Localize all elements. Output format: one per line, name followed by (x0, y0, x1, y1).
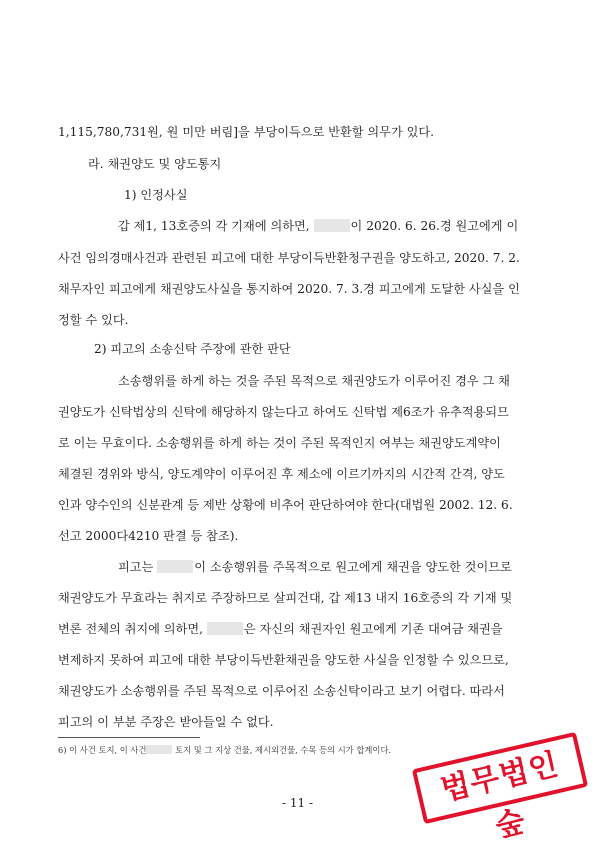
line-text: 이 2020. 6. 26.경 원고에게 이 (350, 219, 519, 233)
subsection-heading (124, 188, 187, 202)
text-line (58, 436, 501, 450)
line-text: 채권양도가 무효라는 취지로 주장하므로 살피건대, 갑 제13 내지 16호증의 각 기재 및 (58, 591, 513, 605)
line-text: 인과 양수인의 신분관계 등 제반 상황에 비추어 판단하여야 한다(대법원 2002. 12. 6. (58, 498, 513, 512)
law-firm-stamp: 법무법인 숲 (412, 732, 588, 824)
footnote-text: 토지 및 그 지상 건물, 제시외건물, 수목 등의 시가 합계이다. (172, 745, 392, 755)
text-line (58, 498, 513, 512)
line-text: 1) 인정사실 (124, 188, 188, 202)
text-line (58, 529, 238, 543)
text-line (58, 653, 509, 667)
line-text: 라. 채권양도 및 양도통지 (88, 157, 222, 171)
redaction-box (314, 219, 350, 232)
line-text: 피고는 (118, 560, 158, 574)
line-text: 2) 피고의 소송신탁 주장에 관한 판단 (94, 342, 291, 356)
text-line (58, 467, 505, 481)
redaction-box (207, 622, 243, 635)
line-text: 은 자신의 채권자인 원고에게 기존 대여금 채권을 (243, 622, 503, 636)
page-number: - 11 - (281, 796, 313, 810)
footnote (58, 744, 391, 756)
line-text: 로 이는 무효이다. 소송행위를 하게 하는 것이 주된 목적인지 여부는 채권양도계약이 (58, 436, 501, 450)
line-text: 피고의 이 부분 주장은 받아들일 수 없다. (58, 715, 274, 729)
line-text: 1,115,780,731원, 원 미만 버림]을 부당이득으로 반환할 의무가 있다. (58, 125, 435, 139)
line-text: 채권양도가 소송행위를 주된 목적으로 이루어진 소송신탁이라고 보기 어렵다. 따라서 (58, 684, 505, 698)
text-line (58, 715, 274, 729)
redaction-box (146, 745, 172, 754)
text-line (118, 560, 512, 574)
line-text: 변론 전체의 취지에 의하면, (58, 622, 207, 636)
text-line (58, 125, 434, 139)
text-line (118, 374, 510, 388)
line-text: 이 소송행위를 주목적으로 원고에게 채권을 양도한 것이므로 (194, 560, 512, 574)
footnote-divider (58, 737, 200, 738)
line-text: 정할 수 있다. (58, 313, 129, 327)
text-line (58, 282, 520, 296)
line-text: 변제하지 못하여 피고에 대한 부당이득반환채권을 양도한 사실을 인정할 수 있으므로, (58, 653, 509, 667)
line-text: 체결된 경위와 방식, 양도계약이 이루어진 후 제소에 이르기까지의 시간적 간격, 양도 (58, 467, 505, 481)
text-line (58, 251, 520, 265)
section-heading (88, 157, 221, 171)
redaction-box (157, 560, 193, 573)
text-line (58, 313, 129, 327)
line-text: 소송행위를 하게 하는 것을 주된 목적으로 채권양도가 이루어진 경우 그 채 (118, 374, 510, 388)
line-text: 선고 2000다4210 판결 등 참조). (58, 529, 239, 543)
line-text: 갑 제1, 13호증의 각 기재에 의하면, (118, 219, 314, 233)
text-line (58, 622, 503, 636)
line-text: 채무자인 피고에게 채권양도사실을 통지하여 2020. 7. 3.경 피고에게 도달한 사실을 인 (58, 282, 520, 296)
text-line (58, 591, 512, 605)
subsection-heading (94, 342, 291, 356)
text-line (58, 405, 509, 419)
line-text: 사건 임의경매사건과 관련된 피고에 대한 부당이득반환청구권을 양도하고, 2020. 7. 2. (58, 251, 520, 265)
line-text: 권양도가 신탁법상의 신탁에 해당하지 않는다고 하여도 신탁법 제6조가 유추적용되므 (58, 405, 509, 419)
text-line (58, 684, 505, 698)
text-line (118, 219, 518, 233)
footnote-text: 6) 이 사건 토지, 이 사건 (58, 745, 147, 755)
